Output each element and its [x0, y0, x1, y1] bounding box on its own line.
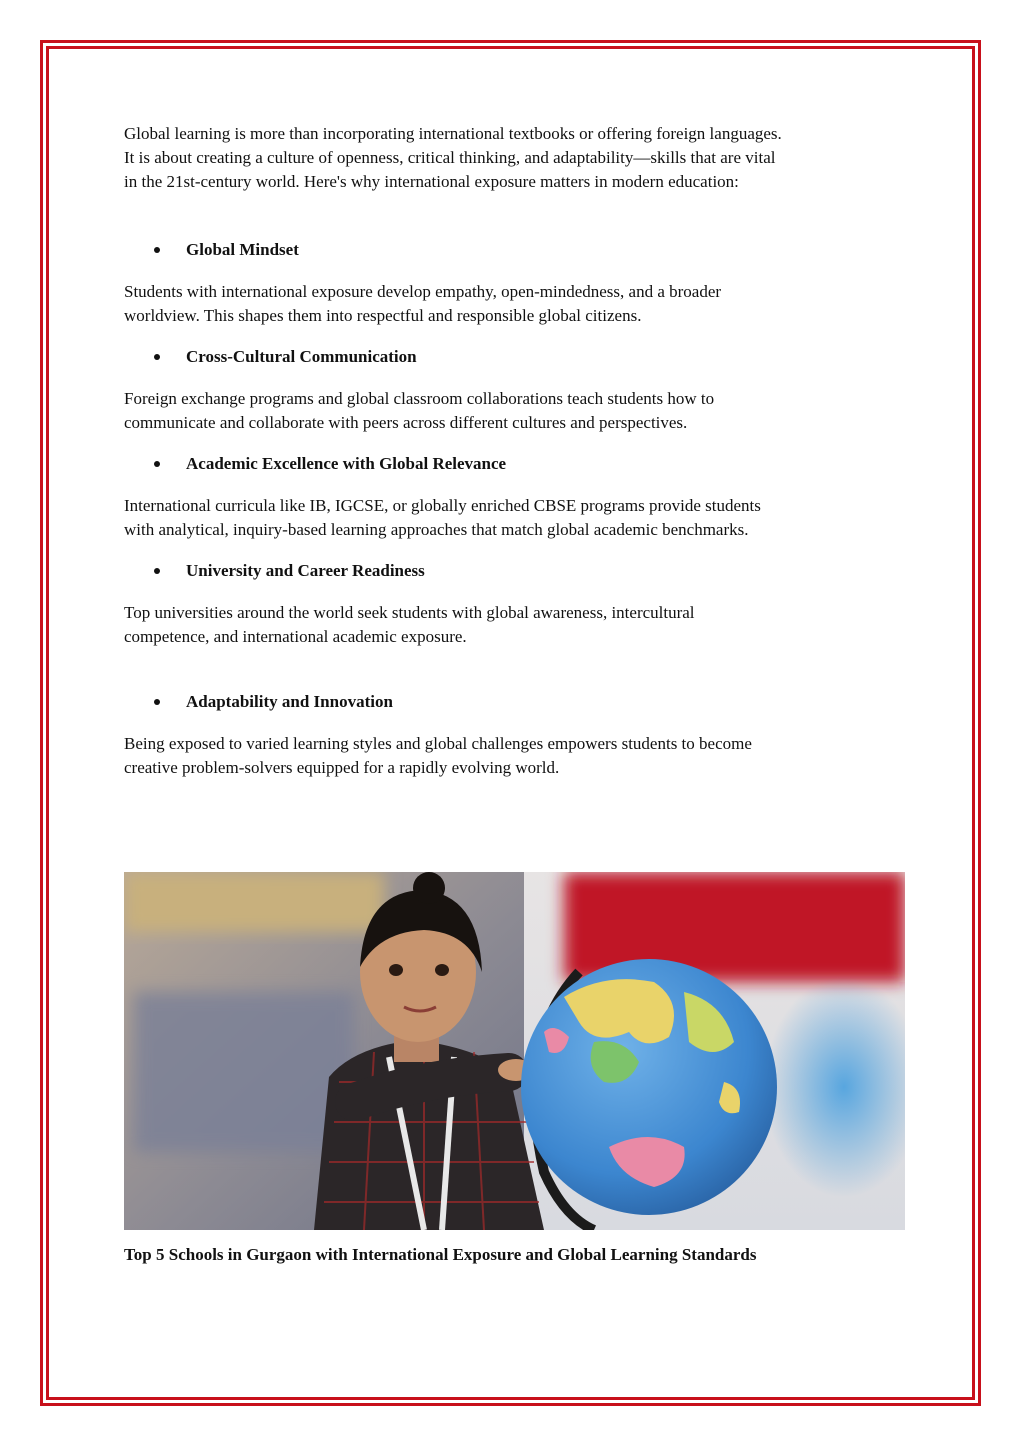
paragraph-adaptability: Being exposed to varied learning styles and global challenges empowers students to become creative problem-solvers equipped for a rapidly evolving world.: [124, 734, 752, 777]
bullet-heading-adaptability: [124, 690, 784, 714]
image-caption: Top 5 Schools in Gurgaon with International Exposure and Global Learning Standards: [124, 1245, 757, 1264]
bullet-heading-academic-excellence: [124, 452, 784, 476]
bullet-icon: [154, 699, 160, 705]
article-body: [124, 122, 784, 797]
paragraph-academic-excellence: International curricula like IB, IGCSE, or globally enriched CBSE programs provide students with analytical, inquiry-based learning approaches that match global academic benchmarks.: [124, 496, 761, 539]
bullet-heading-text: Global Mindset: [186, 240, 299, 259]
bullet-heading-career-readiness: [124, 559, 784, 583]
bullet-heading-text: Academic Excellence with Global Relevance: [186, 454, 507, 473]
bullet-heading-global-mindset: [124, 238, 784, 262]
bullet-heading-text: Adaptability and Innovation: [186, 692, 393, 711]
bullet-icon: [154, 354, 160, 360]
bullet-icon: [154, 247, 160, 253]
paragraph-cross-cultural: Foreign exchange programs and global classroom collaborations teach students how to communicate and collaborate with peers across different cultures and perspectives.: [124, 389, 715, 432]
intro-paragraph: Global learning is more than incorporating international textbooks or offering foreign languages. It is about creating a culture of openness, critical thinking, and adaptability—skills that are vital in the 21st-century world. Here's why international exposure matters in modern education:: [124, 124, 782, 191]
bullet-icon: [154, 568, 160, 574]
photo-illustration: [124, 872, 905, 1230]
bullet-heading-cross-cultural: [124, 345, 784, 369]
student-with-globe-photo: [124, 872, 905, 1230]
bullet-heading-text: Cross-Cultural Communication: [186, 347, 417, 366]
bullet-heading-text: University and Career Readiness: [186, 561, 425, 580]
bullet-icon: [154, 461, 160, 467]
paragraph-global-mindset: Students with international exposure develop empathy, open-mindedness, and a broader worldview. This shapes them into respectful and responsible global citizens.: [124, 282, 722, 325]
paragraph-career-readiness: Top universities around the world seek students with global awareness, intercultural competence, and international academic exposure.: [124, 603, 695, 646]
